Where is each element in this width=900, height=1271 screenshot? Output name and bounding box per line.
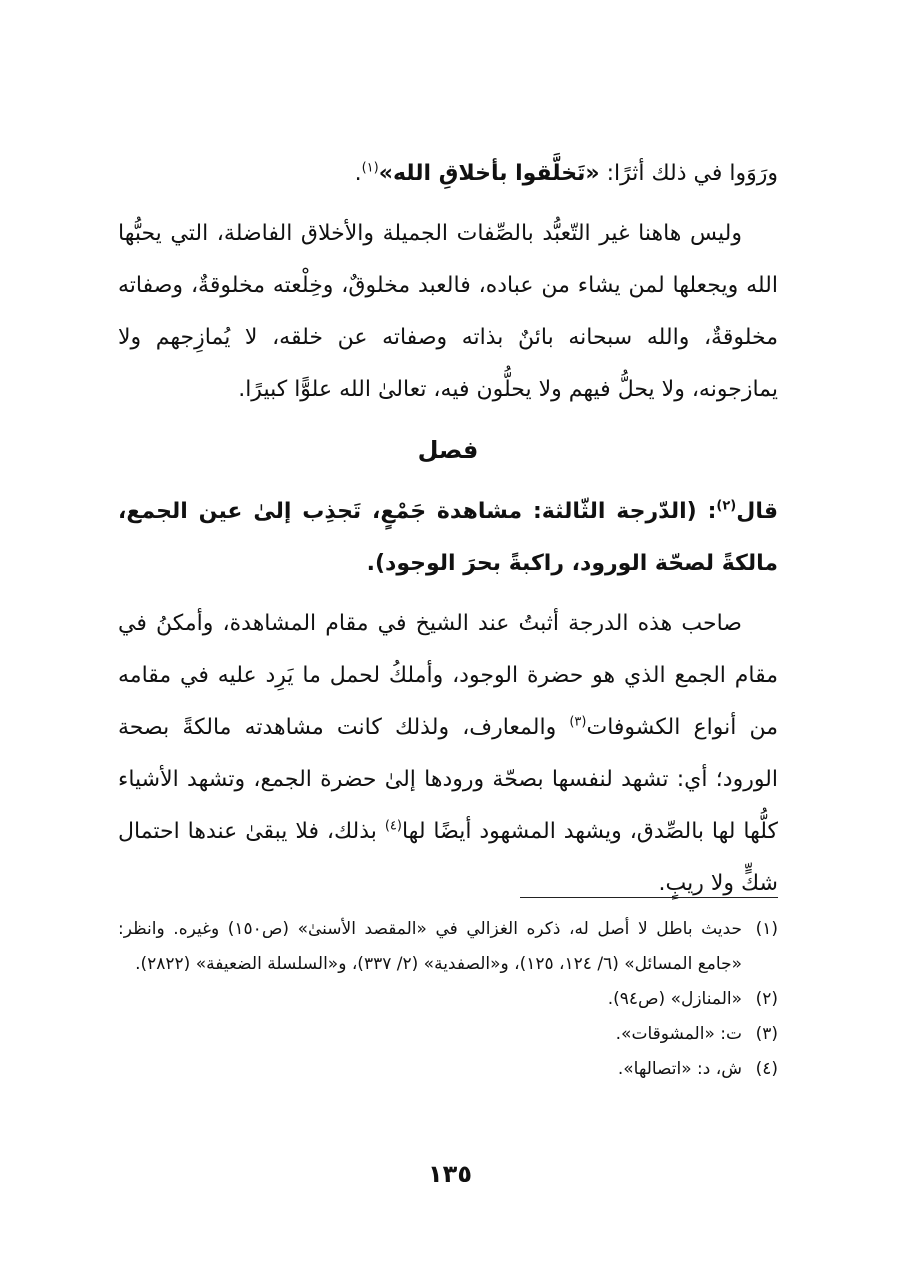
footnote-4 [118, 1052, 778, 1087]
footnote-text: ش، د: «اتصالها». [617, 1059, 742, 1079]
footnote-divider [520, 897, 778, 898]
footnote-3 [118, 1017, 778, 1052]
paragraph-2: وليس هاهنا غير التّعبُّد بالصِّفات الجميلة والأخلاق الفاضلة، التي يحبُّها الله ويجعلها لمن يشاء من عباده، فالعبد مخلوقٌ، وخِلْعته مخلوقةٌ، وصفاته مخلوقةٌ، والله سبحانه بائنٌ بذاته وصفاته عن خلقه، لا يُمازِجهم ولا يمازجونه، ولا يحلُّ فيهم ولا يحلُّون فيه، تعالىٰ الله علوًّا كبيرًا. [118, 221, 778, 402]
footnote-text: حديث باطل لا أصل له، ذكره الغزالي في «المقصد الأسنىٰ» (ص١٥٠) وغيره. وانظر: «جامع المسائل» (٦/ ١٢٤، ١٢٥)، و«الصفدية» (٢/ ٣٣٧)، و«السلسلة الضعيفة» (٢٨٢٢). [118, 919, 743, 974]
p1-end: . [354, 161, 362, 186]
footnote-ref-1[interactable]: (١) [361, 160, 379, 176]
section-heading: فصل [417, 436, 479, 464]
footnote-ref-3[interactable]: (٣) [569, 714, 587, 730]
footnote-ref-2[interactable]: (٢) [716, 498, 737, 514]
p3-qal: قال [736, 499, 778, 524]
footnote-number: (٣) [755, 1024, 778, 1044]
footnote-text: ت: «المشوقات». [615, 1024, 742, 1044]
footnote-2 [118, 982, 778, 1017]
footnote-number: (٤) [755, 1059, 778, 1079]
footnote-text: «المنازل» (ص٩٤). [607, 989, 742, 1009]
page-number: ١٣٥ [428, 1160, 472, 1188]
paragraph-1 [118, 148, 778, 200]
p4-part-b: والمعارف، ولذلك كانت مشاهدته مالكةً بصحة الورود؛ أي: تشهد لنفسها بصحّة ورودها إلىٰ حضرة الجمع، وتشهد الأشياء كلُّها لها بالصِّدق، ويشهد المشهود أيضًا لها [118, 715, 778, 844]
main-text [118, 148, 778, 918]
footnote-number: (٢) [755, 989, 778, 1009]
p3-text: : (الدّرجة الثّالثة: مشاهدة جَمْعٍ، تَجذِب إلىٰ عين الجمع، مالكةً لصحّة الورود، راكبةً بحرَ الوجود). [118, 499, 778, 576]
paragraph-3-quote [118, 486, 778, 590]
p1-quote: «تَخلَّقوا بأخلاقِ الله» [378, 161, 600, 186]
footnote-1 [118, 912, 778, 982]
p4-part-c: بذلك، فلا يبقىٰ عندها احتمال شكٍّ ولا ريبٍ. [118, 819, 778, 896]
p1-text: ورَوَوا في ذلك أثرًا: [599, 161, 778, 186]
footnote-ref-4[interactable]: (٤) [384, 818, 402, 834]
paragraph-4 [118, 598, 778, 910]
footnotes [118, 912, 778, 1087]
p4-part-a: صاحب هذه الدرجة أثبتُ عند الشيخ في مقام المشاهدة، وأمكنُ في مقام الجمع الذي هو حضرة الوجود، وأملكُ لحمل ما يَرِد عليه في مقامه من أنواع الكشوفات [118, 611, 779, 740]
footnote-number: (١) [755, 919, 778, 939]
